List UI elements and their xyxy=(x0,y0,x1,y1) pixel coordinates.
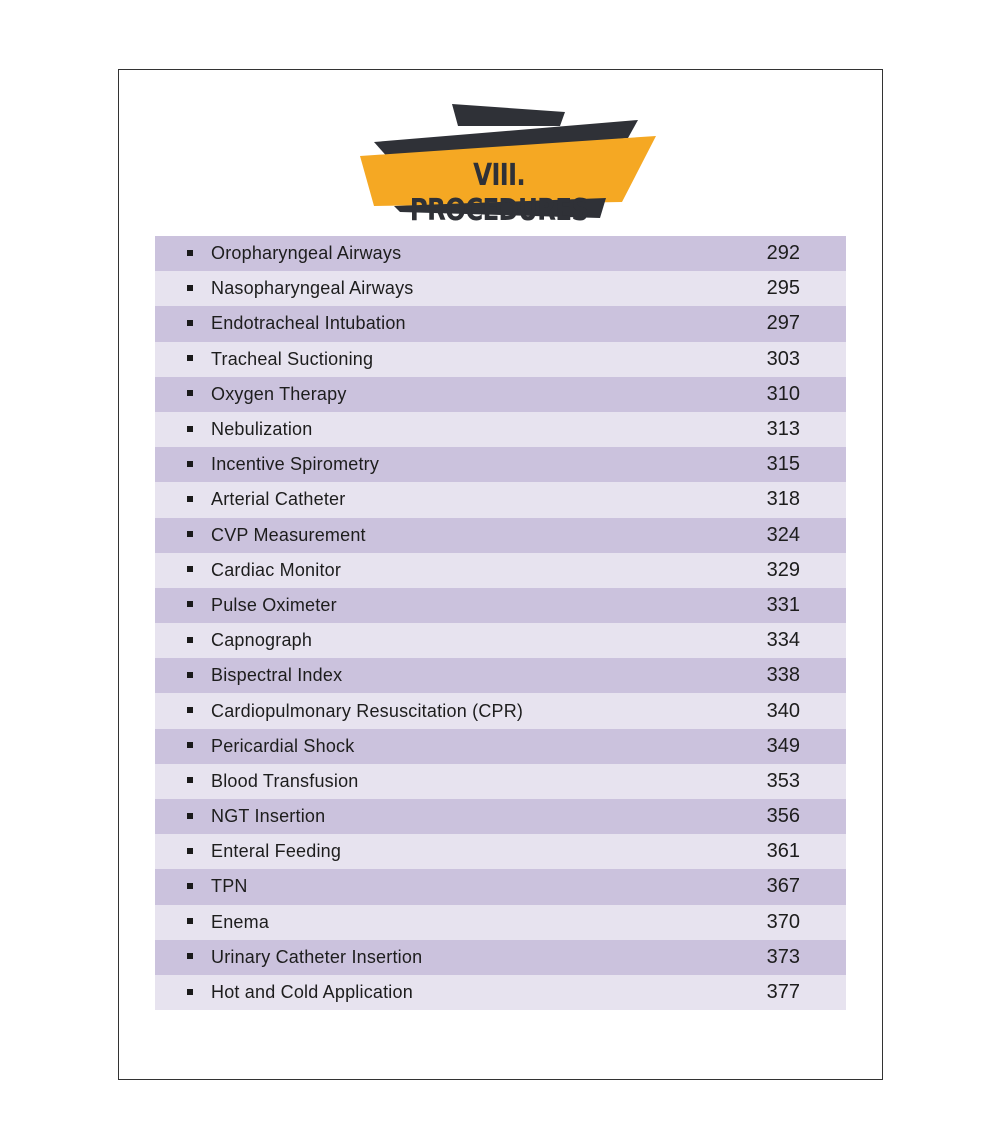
toc-item-page-number: 310 xyxy=(766,382,800,405)
toc-item-label: Capnograph xyxy=(211,630,313,651)
toc-item-label: Pericardial Shock xyxy=(211,735,355,756)
bullet-square-icon xyxy=(187,250,193,256)
toc-item-label: Urinary Catheter Insertion xyxy=(211,946,423,967)
bullet-square-icon xyxy=(187,426,193,432)
toc-item[interactable] xyxy=(155,693,846,728)
bullet-square-icon xyxy=(187,918,193,924)
bullet-square-icon xyxy=(187,461,193,467)
toc-item-label: Nebulization xyxy=(211,419,313,440)
toc-item[interactable] xyxy=(155,764,846,799)
toc-item[interactable] xyxy=(155,412,846,447)
toc-item[interactable] xyxy=(155,377,846,412)
toc-item-page-number: 292 xyxy=(766,242,800,265)
bullet-square-icon xyxy=(187,320,193,326)
toc-item-label: Nasopharyngeal Airways xyxy=(211,278,414,299)
toc-item[interactable] xyxy=(155,623,846,658)
toc-item-page-number: 340 xyxy=(766,699,800,722)
toc-item[interactable] xyxy=(155,975,846,1010)
toc-item-page-number: 338 xyxy=(766,664,800,687)
bullet-square-icon xyxy=(187,601,193,607)
toc-item-page-number: 315 xyxy=(766,453,800,476)
toc-item-label: Tracheal Suctioning xyxy=(211,348,374,369)
toc-item-label: Blood Transfusion xyxy=(211,770,359,791)
toc-item[interactable] xyxy=(155,447,846,482)
toc-item[interactable] xyxy=(155,518,846,553)
toc-item[interactable] xyxy=(155,905,846,940)
toc-item-label: Bispectral Index xyxy=(211,665,343,686)
toc-item-page-number: 361 xyxy=(766,840,800,863)
toc-item[interactable] xyxy=(155,940,846,975)
section-title: VIII. PROCEDURES xyxy=(409,158,589,228)
toc-item-page-number: 334 xyxy=(766,629,800,652)
bullet-square-icon xyxy=(187,707,193,713)
bullet-square-icon xyxy=(187,531,193,537)
bullet-square-icon xyxy=(187,285,193,291)
toc-item-page-number: 318 xyxy=(766,488,800,511)
toc-item-page-number: 324 xyxy=(766,523,800,546)
toc-item-page-number: 331 xyxy=(766,593,800,616)
toc-item-page-number: 349 xyxy=(766,734,800,757)
toc-item-label: Cardiac Monitor xyxy=(211,559,342,580)
bullet-square-icon xyxy=(187,742,193,748)
toc-item[interactable] xyxy=(155,799,846,834)
toc-item-page-number: 353 xyxy=(766,769,800,792)
toc-item[interactable] xyxy=(155,306,846,341)
toc-item-label: Incentive Spirometry xyxy=(211,454,380,475)
toc-item-page-number: 329 xyxy=(766,558,800,581)
bullet-square-icon xyxy=(187,637,193,643)
bullet-square-icon xyxy=(187,813,193,819)
toc-item-label: Arterial Catheter xyxy=(211,489,346,510)
bullet-square-icon xyxy=(187,496,193,502)
toc-item[interactable] xyxy=(155,588,846,623)
bullet-square-icon xyxy=(187,989,193,995)
toc-item-page-number: 356 xyxy=(766,805,800,828)
bullet-square-icon xyxy=(187,672,193,678)
toc-item-label: Hot and Cold Application xyxy=(211,982,413,1003)
toc-list xyxy=(155,236,846,1010)
toc-item[interactable] xyxy=(155,834,846,869)
toc-item[interactable] xyxy=(155,342,846,377)
bullet-square-icon xyxy=(187,953,193,959)
toc-item-label: Endotracheal Intubation xyxy=(211,313,406,334)
toc-item-page-number: 295 xyxy=(766,277,800,300)
toc-item-page-number: 303 xyxy=(766,347,800,370)
toc-item-label: Cardiopulmonary Resuscitation (CPR) xyxy=(211,700,524,721)
bullet-square-icon xyxy=(187,848,193,854)
section-banner xyxy=(360,102,660,228)
toc-item-label: Oxygen Therapy xyxy=(211,383,347,404)
bullet-square-icon xyxy=(187,355,193,361)
toc-item[interactable] xyxy=(155,482,846,517)
toc-item-label: TPN xyxy=(211,876,248,897)
toc-item[interactable] xyxy=(155,658,846,693)
bullet-square-icon xyxy=(187,390,193,396)
toc-item-label: CVP Measurement xyxy=(211,524,366,545)
bullet-square-icon xyxy=(187,566,193,572)
toc-item-label: Enema xyxy=(211,911,270,932)
toc-item[interactable] xyxy=(155,553,846,588)
toc-item[interactable] xyxy=(155,729,846,764)
toc-item-page-number: 313 xyxy=(766,418,800,441)
toc-item-page-number: 370 xyxy=(766,910,800,933)
toc-item-label: Oropharyngeal Airways xyxy=(211,243,402,264)
toc-item-page-number: 373 xyxy=(766,945,800,968)
bullet-square-icon xyxy=(187,883,193,889)
toc-item-label: NGT Insertion xyxy=(211,806,326,827)
toc-item[interactable] xyxy=(155,869,846,904)
bullet-square-icon xyxy=(187,777,193,783)
toc-item-page-number: 377 xyxy=(766,981,800,1004)
toc-item[interactable] xyxy=(155,271,846,306)
toc-item-page-number: 367 xyxy=(766,875,800,898)
toc-item[interactable] xyxy=(155,236,846,271)
toc-item-label: Pulse Oximeter xyxy=(211,594,337,615)
toc-item-page-number: 297 xyxy=(766,312,800,335)
toc-item-label: Enteral Feeding xyxy=(211,841,342,862)
